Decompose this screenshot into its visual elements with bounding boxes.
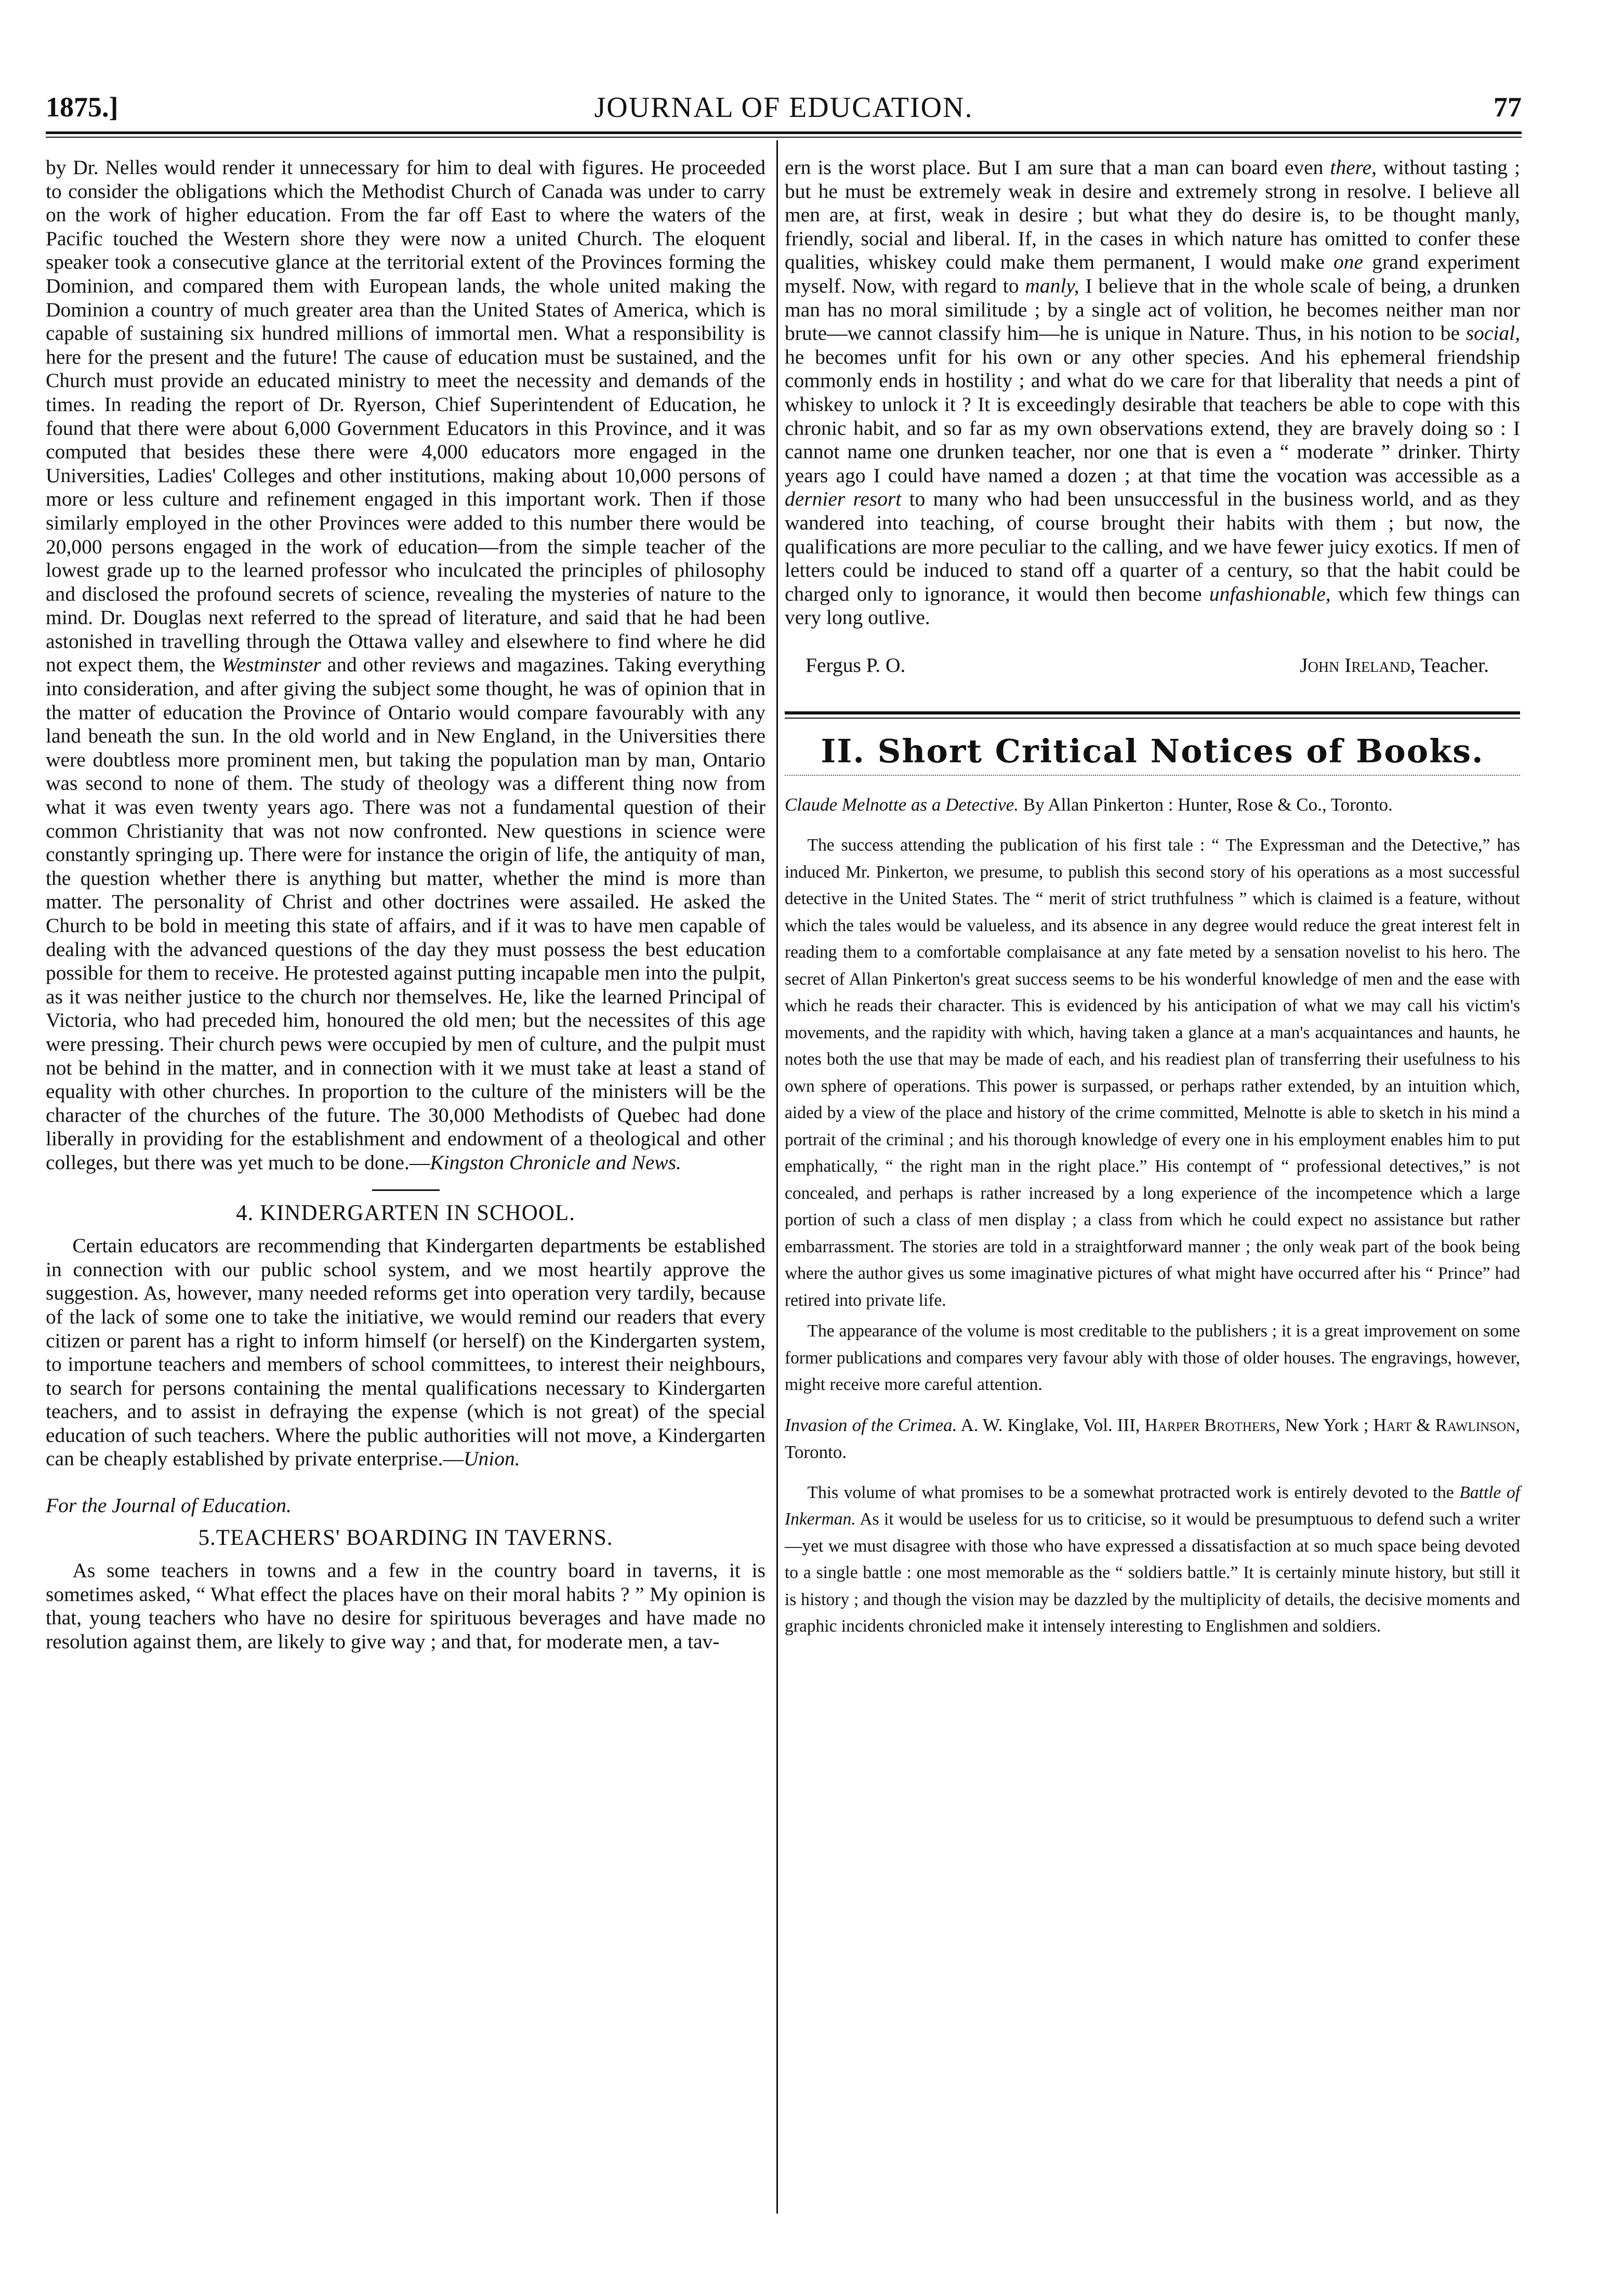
book1-heading (785, 791, 1520, 818)
taverns-cont-6: to many who had been unsuccessful in the business world, and as they wandered into teaching, of course brought their habits with them ; but now, the qualifications are more peculiar to the calling, and we have fewer juicy exotics. If men of letters could be induced to stand off a quarter of a century, so that the habit could be charged only to ignorance, it would then become (785, 487, 1520, 605)
book2-heading (785, 1412, 1520, 1466)
kindergarten-text (46, 1234, 765, 1471)
taverns-text: As some teachers in towns and a few in the country board in taverns, it is sometimes asked, “ What effect the places have on their moral habits ? ” My opinion is that, young teachers who have no desire for spirituous beverages and have made no resolution against them, are likely to give way ; and that, for moderate men, a tav- (46, 1559, 765, 1653)
book2-publisher-4: Toronto. (785, 1441, 847, 1462)
taverns-continuation (785, 156, 1520, 630)
book2-review-b: As it would be useless for us to criticise, so it would be presumptuous to defend such a writer—yet we must disagree with those who have expressed a dissatisfaction at so much space being devoted to a single battle : one most memorable as the “ soldiers battle.” It is certainly minute history, but still it is history ; and though the vision may be dazzled by the multiplicity of details, the decisive moments and graphic incidents chronicled make it intensely interesting to Englishmen and soldiers. (785, 1509, 1520, 1636)
taverns-dernier-resort: dernier resort (785, 487, 902, 511)
methodist-article-text (46, 156, 765, 1175)
header-year: 1875.] (46, 91, 118, 123)
book2-publisher-3: Hart & Rawlinson, (1373, 1414, 1521, 1435)
taverns-one: one (1333, 250, 1364, 274)
running-head (46, 91, 1522, 135)
book1-review-p1: The success attending the publication of his first tale : “ The Expressman and the Detective,” has induced Mr. Pinkerton, we presume, to publish this second story of his operations as a most successful detective in the United States. The “ merit of strict truthfulness ” which is claimed is a feature, without which the tales would be valueless, and its absence in any degree would reduce the great interest felt in reading them to a comfortable complaisance at any fate meted by a sensation novelist to his hero. The secret of Allan Pinkerton's great success seems to be his wonderful knowledge of men and the ease with which he reads their character. This is evidenced by his anticipation of what we may call his victim's movements, and the rapidity with which, having taken a glance at a man's acquaintances and haunts, he notes both the use that may be made of each, and his readiest plan of transferring their usefulness to his own sphere of operations. This power is surpassed, or perhaps rather extended, by an intuition which, aided by a view of the place and history of the crime committed, Melnotte is able to sketch in his mind a portrait of the criminal ; and his thorough knowledge of every one in his employment enables him to put emphatically, “ the right man in the right place.” His contempt of “ professional detectives,” is not concealed, and perhaps is rather increased by a long experience of the incompetence which a large portion of such a class of men display ; a class from which he could expect no assistance but rather embarrassment. The stories are told in a straightforward manner ; the only weak part of the book being where the author gives us some imaginative pictures of what might have occurred after his “ Prince” had retired into private life. (785, 836, 1520, 1310)
article-separator (372, 1189, 440, 1191)
journal-title: JOURNAL OF EDUCATION. (594, 91, 973, 124)
book1-publisher: By Allan Pinkerton : Hunter, Rose & Co., Toronto. (1023, 794, 1393, 815)
book2-publisher-2: New York ; (1285, 1414, 1369, 1435)
methodist-article-source: Kingston Chronicle and News. (430, 1150, 681, 1174)
taverns-unfashionable: unfashionable, (1209, 582, 1331, 605)
book1-title: Claude Melnotte as a Detective. (785, 794, 1019, 815)
book2-review (785, 1479, 1520, 1640)
taverns-manly: manly, (1025, 274, 1079, 297)
taverns-cont-3: grand experiment myself. Now, with regard to (785, 250, 1521, 297)
section-title: II. Short Critical Notices of Books. (821, 732, 1484, 771)
taverns-cont-4: I believe that in the whole scale of being, a drunken man has no moral similitude ; by a single act of volition, he becomes neither man nor brute—we cannot classify him—he is unique in Nature. Thus, in his notion to be (785, 274, 1521, 345)
kindergarten-body: Certain educators are recommending that Kindergarten departments be established in connection with our public school system, and we most heartily approve the suggestion. As, however, many needed reforms get into operation very tardily, because of the lack of some one to take the initiative, we would remind our readers that every citizen or parent has a right to inform himself (or herself) on the Kindergarten system, to importune teachers and members of school committees, to interest their neighbours, to search for persons containing the mental qualifications necessary to Kindergarten teachers, and to assist in defraying the expense (which is not great) of the special education of such teachers. Where the public authorities will not move, a Kindergarten can be cheaply established by private enterprise.— (46, 1234, 765, 1471)
column-divider (776, 140, 778, 2214)
signature-name: John Ireland (1300, 653, 1410, 677)
kindergarten-heading: 4. KINDERGARTEN IN SCHOOL. (236, 1200, 575, 1225)
taverns-cont-5: he becomes unfit for his own or any other species. And his ephemeral friendship commonly ends in hostility ; and what do we care for that liberality that needs a pint of whiskey to unlock it ? It is exceedingly desirable that teachers be able to cope with this chronic habit, and so far as my own observations extend, they are bravely doing so : I cannot name one drunken teacher, nor one that is even a “ moderate ” drinker. Thirty years ago I could have named a dozen ; at that time the vocation was accessible as a (785, 345, 1520, 487)
signature-place: Fergus P. O. (806, 653, 906, 677)
book1-review-p2: The appearance of the volume is most creditable to the publishers ; it is a great improvement on some former publications and compares very favour ably with those of older houses. The engravings, however, might receive more careful attention. (785, 1321, 1520, 1395)
left-column (46, 156, 765, 1654)
book2-author: A. W. Kinglake, Vol. III, (960, 1414, 1140, 1435)
header-rule (46, 131, 1522, 134)
methodist-article-body: by Dr. Nelles would render it unnecessary for him to deal with figures. He proceeded to consider the obligations which the Methodist Church of Canada was under to carry on the work of higher education. From the far off East to where the waters of the Pacific touched the Western shore they were now a united Church. The eloquent speaker took a consecutive glance at the territorial extent of the Provinces forming the Dominion, and compared them with European lands, the whole united making the Dominion a country of much greater area than the United States of America, which is capable of sustaining six hundred millions of immortal men. What a responsibility is here for the present and the future! The cause of education must be sustained, and the Church must provide an educated ministry to meet the necessity and demands of the times. In reading the report of Dr. Ryerson, Chief Superintendent of Education, he found that there were about 6,000 Government Educators in this Province, and it was computed that besides these there were 4,000 educators more engaged in the Universities, Ladies' Colleges and other institutions, making about 10,000 persons of more or less culture and refinement engaged in this important work. Then if those similarly employed in the other Provinces were added to this number there would be 20,000 persons engaged in the work of education—from the simple teacher of the lowest grade up to the learned professor who inculcated the principles of philosophy and disclosed the profound secrets of science, revealing the mysteries of nature to the mind. Dr. Douglas next referred to the spread of literature, and said that he had been astonished in travelling through the Ottawa valley and elsewhere to find where he did not expect them, the (46, 156, 765, 677)
signature-role: , Teacher. (1410, 653, 1489, 677)
taverns-social: social, (1465, 322, 1520, 345)
book2-battle: Battle of Inkerman. (785, 1482, 1521, 1529)
taverns-there: there, (1330, 156, 1377, 179)
right-column (785, 156, 1520, 1644)
methodist-article-body-2: and other reviews and magazines. Taking everything into consideration, and after giving the subject some thought, he was of opinion that in the matter of education the Province of Ontario would compare favourably with any land beneath the sun. In the old world and in New England, in the Universities there were doubtless more prominent men, but taking the population man by man, Ontario was second to none of them. The study of theology was a different thing now from what it was even twenty years ago. There was not a fundamental question of their common Christianity that was not now confronted. New questions in science were constantly springing up. There were for instance the origin of life, the antiquity of man, the question whether there is anything but matter, whether the mind is more than matter. The personality of Christ and other doctrines were assailed. He asked the Church to be bold in meeting this state of affairs, and if it was to have men capable of dealing with the advanced questions of the day they must possess the best education possible for them to receive. He protested against putting incapable men into the pulpit, as it was neither justice to the church nor themselves. He, like the learned Principal of Victoria, who had preceded him, honoured the old men; but the necessites of this age were pressing. Their church pews were occupied by men of culture, and the pulpit must not be behind in the matter, and in connection with it we must take at least a stand of equality with other churches. In proportion to the culture of the ministers will be the character of the churches of the future. The 30,000 Methodists of Quebec had done liberally in providing for the establishment and endowment of a theological and other colleges, but there was yet much to be done.— (46, 653, 766, 1174)
westminster-title: Westminster (221, 653, 321, 677)
kindergarten-source: Union. (463, 1447, 520, 1471)
section-rule-thin (785, 718, 1520, 719)
section-dotted-rule (785, 775, 1520, 776)
taverns-cont-2: without tasting ; but he must be extremely weak in desire and extremely strong in resolve. I believe all men are, at first, weak in desire ; but what they do desire is, to be thought manly, friendly, social and liberal. If, in the cases in which nature has omitted to confer these qualities, whiskey could make them permanent, I would make (785, 156, 1521, 274)
for-journal-note: For the Journal of Education. (46, 1494, 292, 1517)
taverns-cont-1: ern is the worst place. But I am sure that a man can board even (785, 156, 1324, 179)
book2-review-a: This volume of what promises to be a somewhat protracted work is entirely devoted to the (807, 1482, 1454, 1502)
book2-title: Invasion of the Crimea. (785, 1414, 957, 1435)
section-rule-thick (785, 711, 1520, 714)
header-rule-thin (46, 137, 1522, 138)
letter-signature (806, 654, 1489, 678)
taverns-cont-7: which few things can very long outlive. (785, 582, 1521, 629)
book-notices (785, 791, 1520, 1640)
signature-author (1300, 654, 1489, 678)
taverns-heading: 5.TEACHERS' BOARDING IN TAVERNS. (198, 1525, 613, 1550)
book2-publisher-1: Harper Brothers, (1144, 1414, 1280, 1435)
page-number: 77 (1494, 91, 1522, 123)
